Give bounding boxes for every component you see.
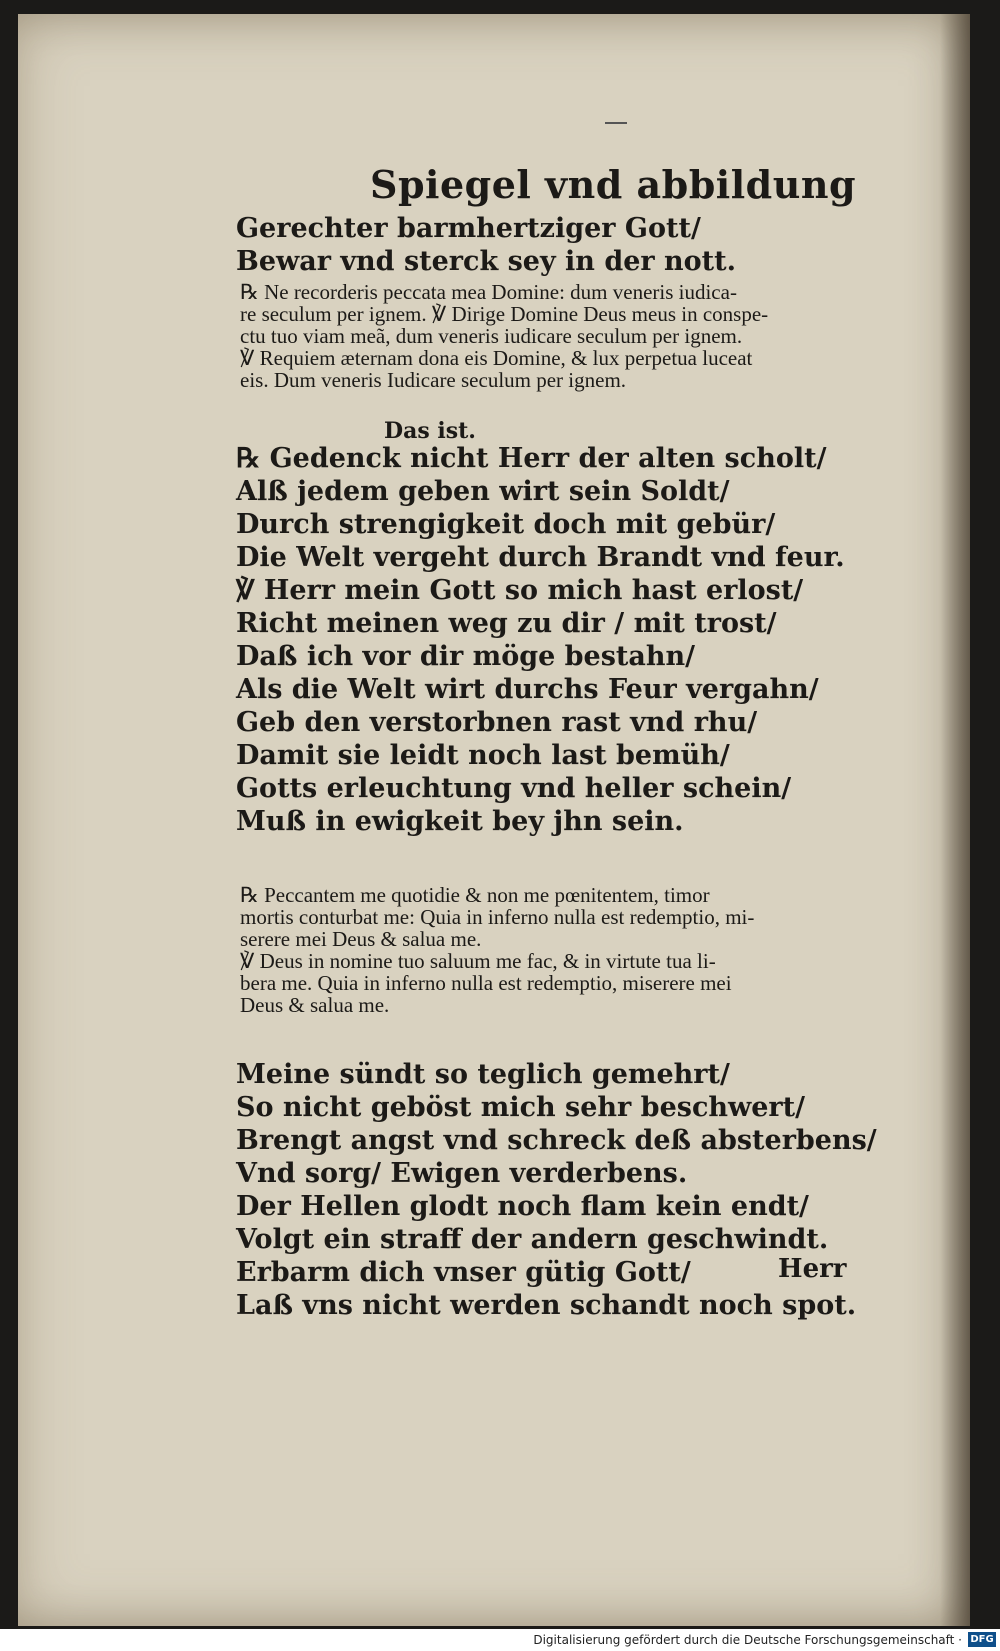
catchword: Herr [778,1254,847,1284]
german-verse-1 [236,442,845,838]
page-heading: Spiegel vnd abbildung [370,162,857,207]
verse-line: So nicht geböst mich sehr beschwert/ [236,1092,805,1123]
latin-line: re seculum per ignem. ℣ Dirige Domine Deus meus in conspe- [240,302,769,326]
intro-verse [236,212,736,278]
verse-line: Vnd sorg/ Ewigen verderbens. [236,1158,688,1189]
latin-line: eis. Dum veneris Iudicare seculum per ignem. [240,368,627,392]
latin-line: ℞ Peccantem me quotidie & non me pœnitentem, timor [240,883,710,907]
page-edge-shadow [940,14,970,1626]
verse-line: Alß jedem geben wirt sein Soldt/ [236,476,730,507]
das-ist-label: Das ist. [384,418,476,444]
verse-line: Durch strengigkeit doch mit gebür/ [236,509,776,540]
intro-line: Gerechter barmhertziger Gott/ [236,213,701,244]
latin-line: ℣ Requiem æternam dona eis Domine, & lux perpetua luceat [240,346,753,370]
verse-line: Laß vns nicht werden schandt noch spot. [236,1290,857,1321]
verse-line: Brengt angst vnd schreck deß absterbens/ [236,1125,877,1156]
verse-line: Volgt ein straff der andern geschwindt. [236,1224,829,1255]
verse-line: Die Welt vergeht durch Brandt vnd feur. [236,542,845,573]
latin-line: ctu tuo viam meã, dum veneris iudicare seculum per ignem. [240,324,743,348]
latin-responsory-1 [240,281,880,391]
verse-line: Meine sündt so teglich gemehrt/ [236,1059,730,1090]
verse-line: ℣ Herr mein Gott so mich hast erlost/ [236,575,804,606]
top-mark [605,122,627,124]
verse-line: Gotts erleuchtung vnd heller schein/ [236,773,792,804]
dfg-logo: DFG [968,1632,996,1647]
footer-credit: Digitalisierung gefördert durch die Deutsche Forschungsgemeinschaft · [533,1633,962,1647]
verse-line: Geb den verstorbnen rast vnd rhu/ [236,707,758,738]
verse-line: ℞ Gedenck nicht Herr der alten scholt/ [236,443,827,474]
verse-line: Der Hellen glodt noch flam kein endt/ [236,1191,809,1222]
verse-line: Muß in ewigkeit bey jhn sein. [236,806,684,837]
latin-line: Deus & salua me. [240,993,390,1017]
latin-responsory-2 [240,884,880,1016]
verse-line: Erbarm dich vnser gütig Gott/ [236,1257,691,1288]
verse-line: Richt meinen weg zu dir / mit trost/ [236,608,777,639]
latin-line: ℣ Deus in nomine tuo saluum me fac, & in virtute tua li- [240,949,716,973]
intro-line: Bewar vnd sterck sey in der nott. [236,246,737,277]
latin-line: bera me. Quia in inferno nulla est redemptio, miserere mei [240,971,732,995]
latin-line: ℞ Ne recorderis peccata mea Domine: dum veneris iudica- [240,280,737,304]
verse-line: Daß ich vor dir möge bestahn/ [236,641,696,672]
latin-line: mortis conturbat me: Quia in inferno nulla est redemptio, mi- [240,905,755,929]
latin-line: serere mei Deus & salua me. [240,927,482,951]
verse-line: Damit sie leidt noch last bemüh/ [236,740,730,771]
verse-line: Als die Welt wirt durchs Feur vergahn/ [236,674,819,705]
footer-bar [0,1629,1000,1651]
